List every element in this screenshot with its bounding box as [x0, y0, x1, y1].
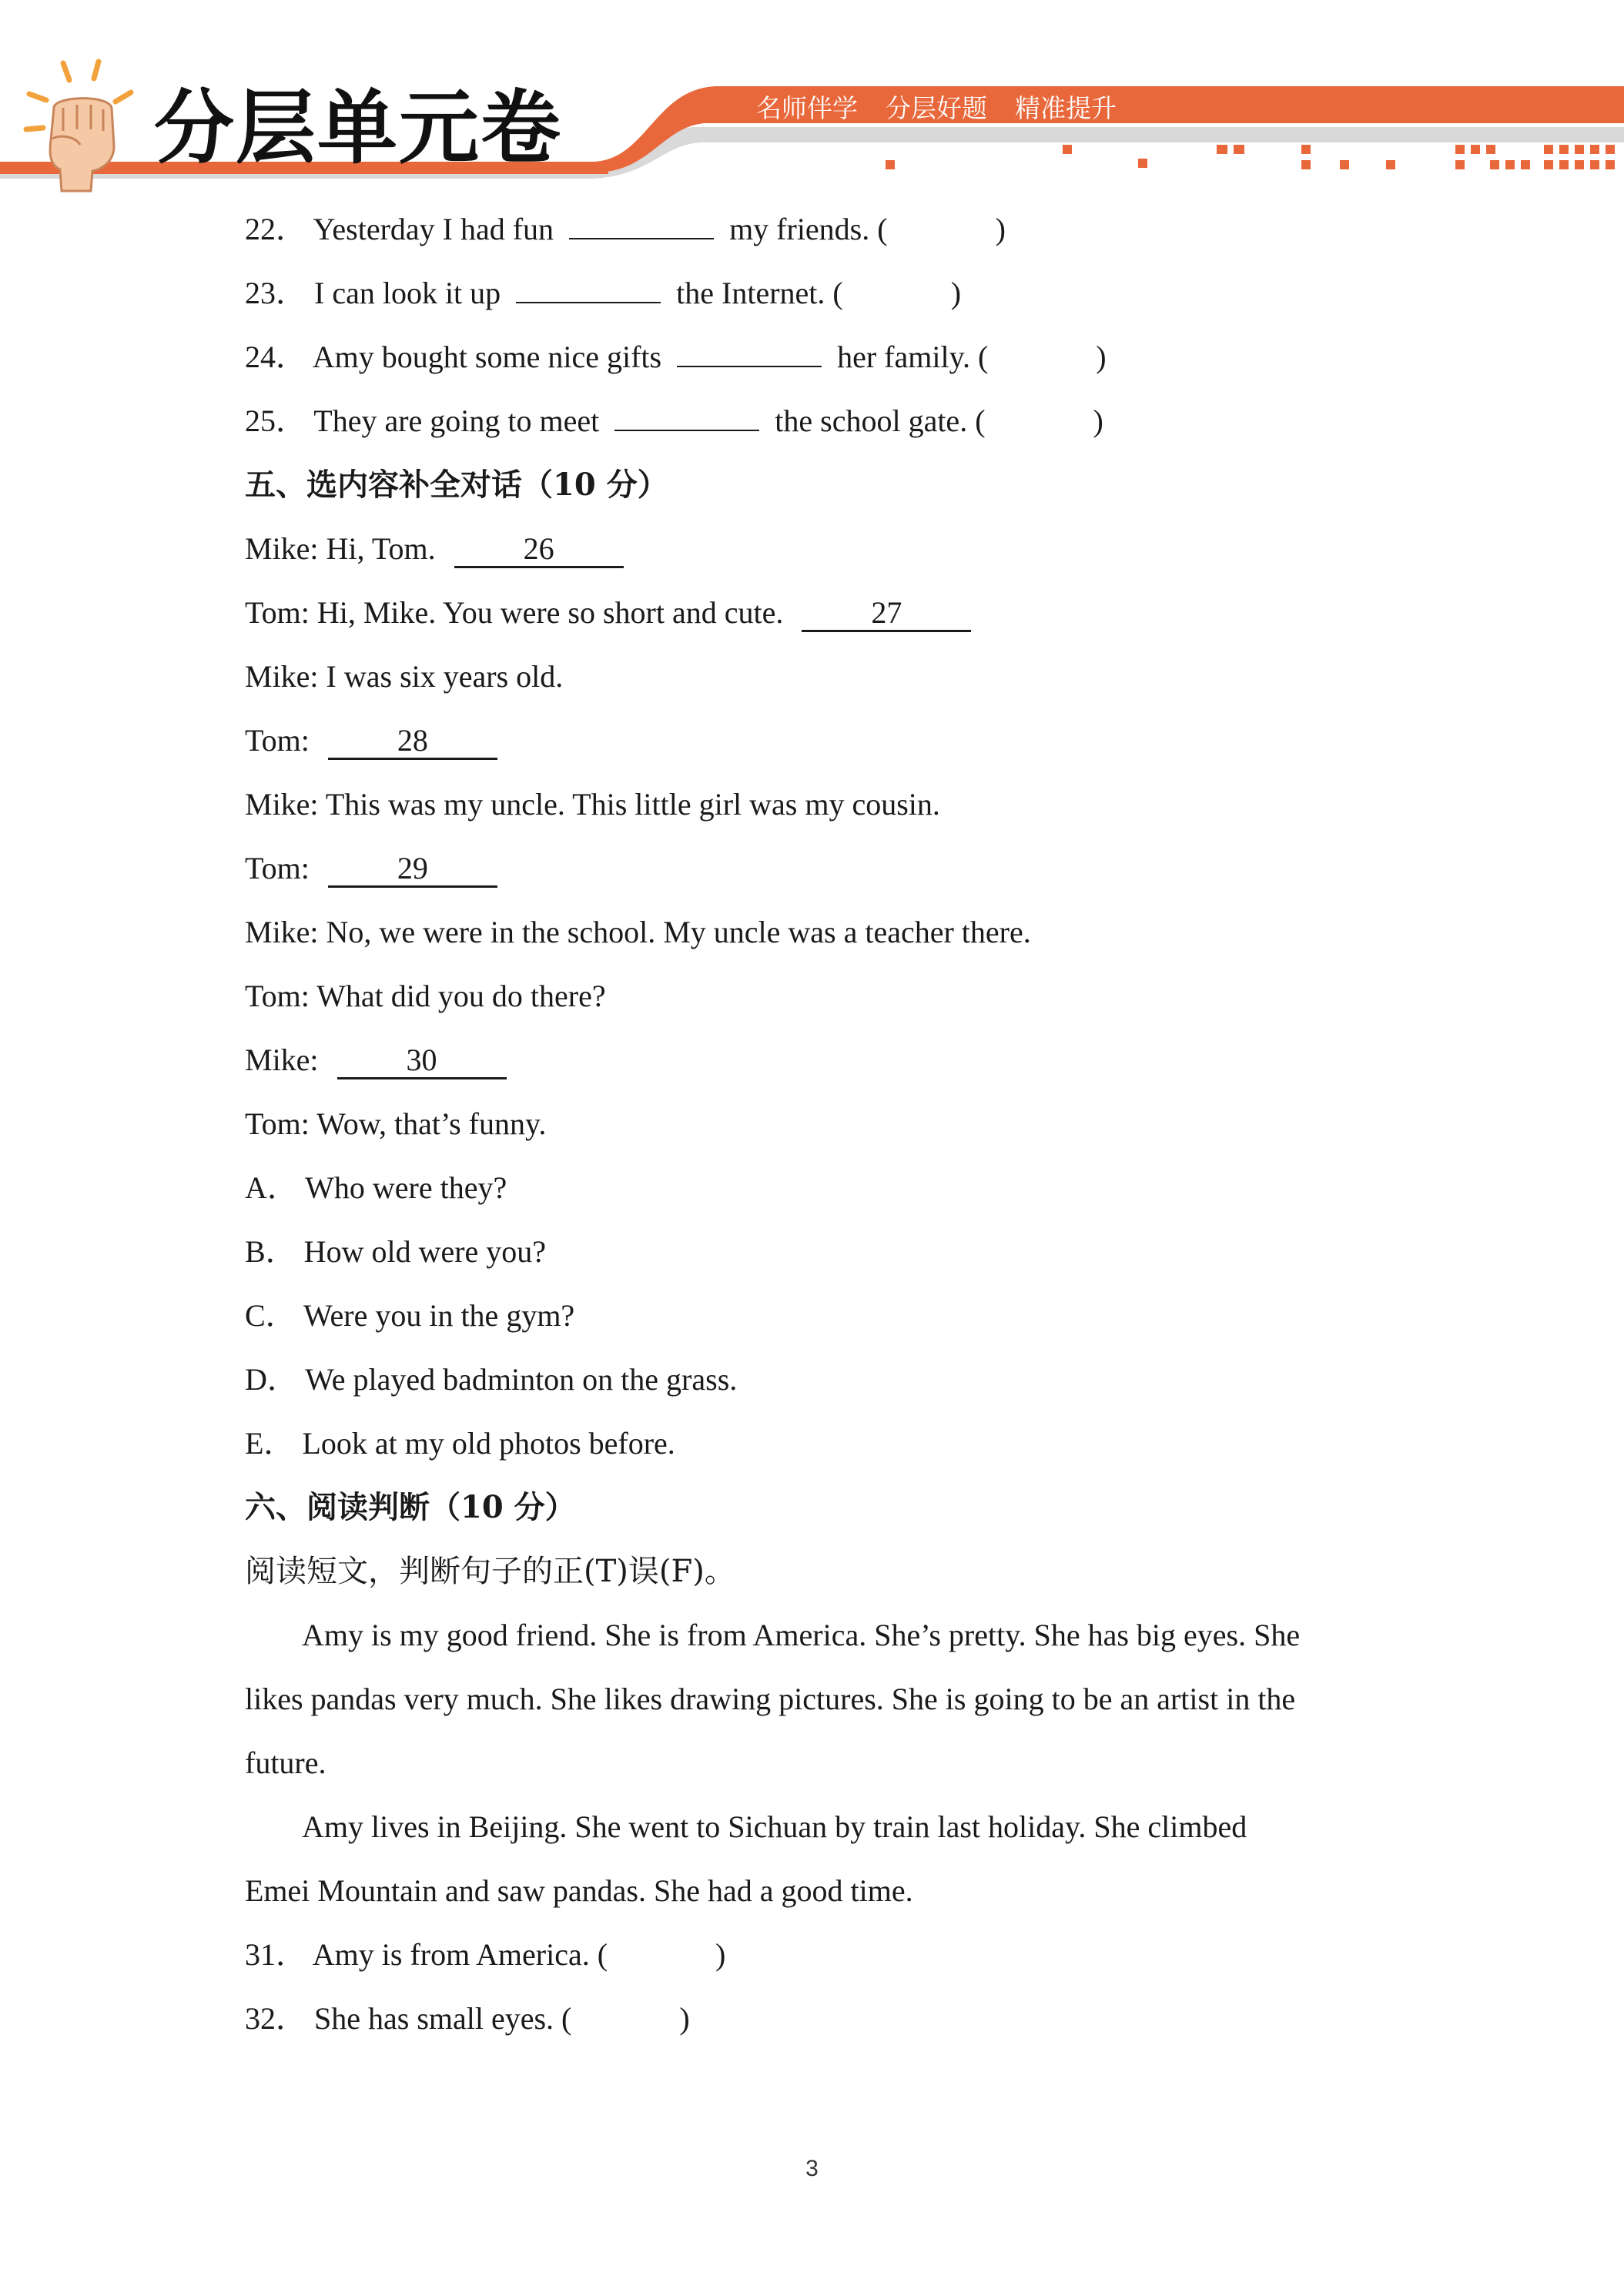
passage-line-2: likes pandas very much. She likes drawing pictures. She is going to be an artist in the — [245, 1682, 1296, 1716]
question-number: 22． — [245, 212, 306, 246]
question-24 — [245, 334, 1107, 380]
question-23 — [245, 270, 961, 316]
dialogue-line-2 — [245, 590, 971, 636]
paren-close: ) — [950, 276, 962, 310]
dialogue-line-1 — [245, 526, 624, 572]
dialogue-blank-30[interactable] — [337, 1043, 507, 1079]
question-number: 31． — [245, 1937, 306, 1972]
passage-line-4: Amy lives in Beijing. She went to Sichuan by train last holiday. She climbed — [302, 1809, 1247, 1844]
question-25 — [245, 398, 1103, 444]
blank-number: 26 — [523, 531, 554, 566]
paren-close: ) — [715, 1937, 726, 1972]
question-text-after: her family. ( — [837, 340, 989, 374]
dialogue-line-7 — [245, 909, 1031, 956]
dialogue-line-9 — [245, 1037, 507, 1083]
blank-number: 30 — [406, 1043, 437, 1077]
blank-number: 29 — [397, 851, 428, 885]
paren-close: ) — [1093, 403, 1103, 438]
fill-blank[interactable] — [677, 335, 822, 367]
question-number: 24． — [245, 340, 306, 374]
question-text: I can look it up — [314, 276, 501, 310]
passage-line-5: Emei Mountain and saw pandas. She had a good time. — [245, 1873, 913, 1908]
dialogue-text: Mike: — [245, 1043, 319, 1077]
dialogue-text: Mike: This was my uncle. This little girl was my cousin. — [245, 787, 940, 822]
page-header — [0, 0, 1624, 192]
section-6-instruction: 阅读短文，判断句子的正(T)误(F)。 — [245, 1554, 735, 1589]
question-text-after: the school gate. ( — [775, 403, 986, 438]
fill-blank[interactable] — [614, 399, 759, 431]
option-e: E． Look at my old photos before. — [245, 1426, 675, 1461]
question-22 — [245, 206, 1006, 253]
dialogue-line-5 — [245, 782, 940, 828]
dialogue-text: Mike: Hi, Tom. — [245, 531, 436, 566]
question-text: They are going to meet — [313, 403, 600, 438]
passage-line-1: Amy is my good friend. She is from America. She’s pretty. She has big eyes. She — [302, 1618, 1301, 1652]
passage-line-3: future. — [245, 1745, 326, 1780]
page-number: 3 — [805, 2156, 819, 2181]
question-text: Amy is from America. ( — [312, 1937, 608, 1972]
question-text-after: the Internet. ( — [676, 276, 843, 310]
brand-title: 分层单元卷 — [154, 81, 563, 175]
dialogue-blank-27[interactable] — [802, 596, 971, 632]
paren-close: ) — [679, 2001, 690, 2036]
blank-number: 27 — [871, 595, 902, 630]
section-5-title: 五、选内容补全对话（10 分） — [245, 467, 668, 503]
header-slogan — [756, 89, 1117, 123]
dialogue-blank-26[interactable] — [454, 532, 624, 568]
paren-close: ) — [995, 212, 1006, 246]
dialogue-line-10 — [245, 1101, 546, 1147]
paren-close: ) — [1096, 340, 1107, 374]
question-text: Yesterday I had fun — [313, 212, 554, 246]
question-number: 23． — [245, 276, 306, 310]
fill-blank[interactable] — [516, 271, 661, 303]
question-number: 32． — [245, 2001, 306, 2036]
dialogue-blank-28[interactable] — [328, 724, 497, 760]
option-d: D． We played badminton on the grass. — [245, 1362, 738, 1397]
slogan-1: 名师伴学 — [756, 92, 858, 123]
option-b: B． How old were you? — [245, 1234, 547, 1269]
dialogue-blank-29[interactable] — [328, 852, 497, 888]
question-text: Amy bought some nice gifts — [312, 340, 662, 374]
dialogue-text: Mike: No, we were in the school. My uncle was a teacher there. — [245, 915, 1031, 949]
dialogue-line-3 — [245, 654, 563, 700]
question-31 — [245, 1932, 725, 1978]
dialogue-line-8 — [245, 973, 606, 1019]
option-a: A． Who were they? — [245, 1170, 507, 1205]
section-6-title: 六、阅读判断（10 分） — [245, 1489, 576, 1525]
dialogue-text: Tom: — [245, 851, 310, 885]
dialogue-line-4 — [245, 718, 497, 764]
question-number: 25． — [245, 403, 306, 438]
dialogue-text: Tom: Hi, Mike. You were so short and cute. — [245, 595, 784, 630]
slogan-2: 分层好题 — [886, 92, 987, 123]
fill-blank[interactable] — [569, 207, 714, 239]
question-text-after: my friends. ( — [729, 212, 888, 246]
dialogue-line-6 — [245, 845, 497, 892]
dialogue-text: Tom: What did you do there? — [245, 979, 606, 1013]
blank-number: 28 — [397, 723, 428, 758]
question-32 — [245, 1996, 690, 2042]
dialogue-text: Tom: — [245, 723, 310, 758]
option-c: C． Were you in the gym? — [245, 1298, 575, 1333]
dialogue-text: Tom: Wow, that’s funny. — [245, 1106, 547, 1141]
slogan-3: 精准提升 — [1015, 92, 1117, 123]
fist-icon — [15, 54, 146, 192]
dialogue-text: Mike: I was six years old. — [245, 659, 564, 694]
question-text: She has small eyes. ( — [314, 2001, 572, 2036]
